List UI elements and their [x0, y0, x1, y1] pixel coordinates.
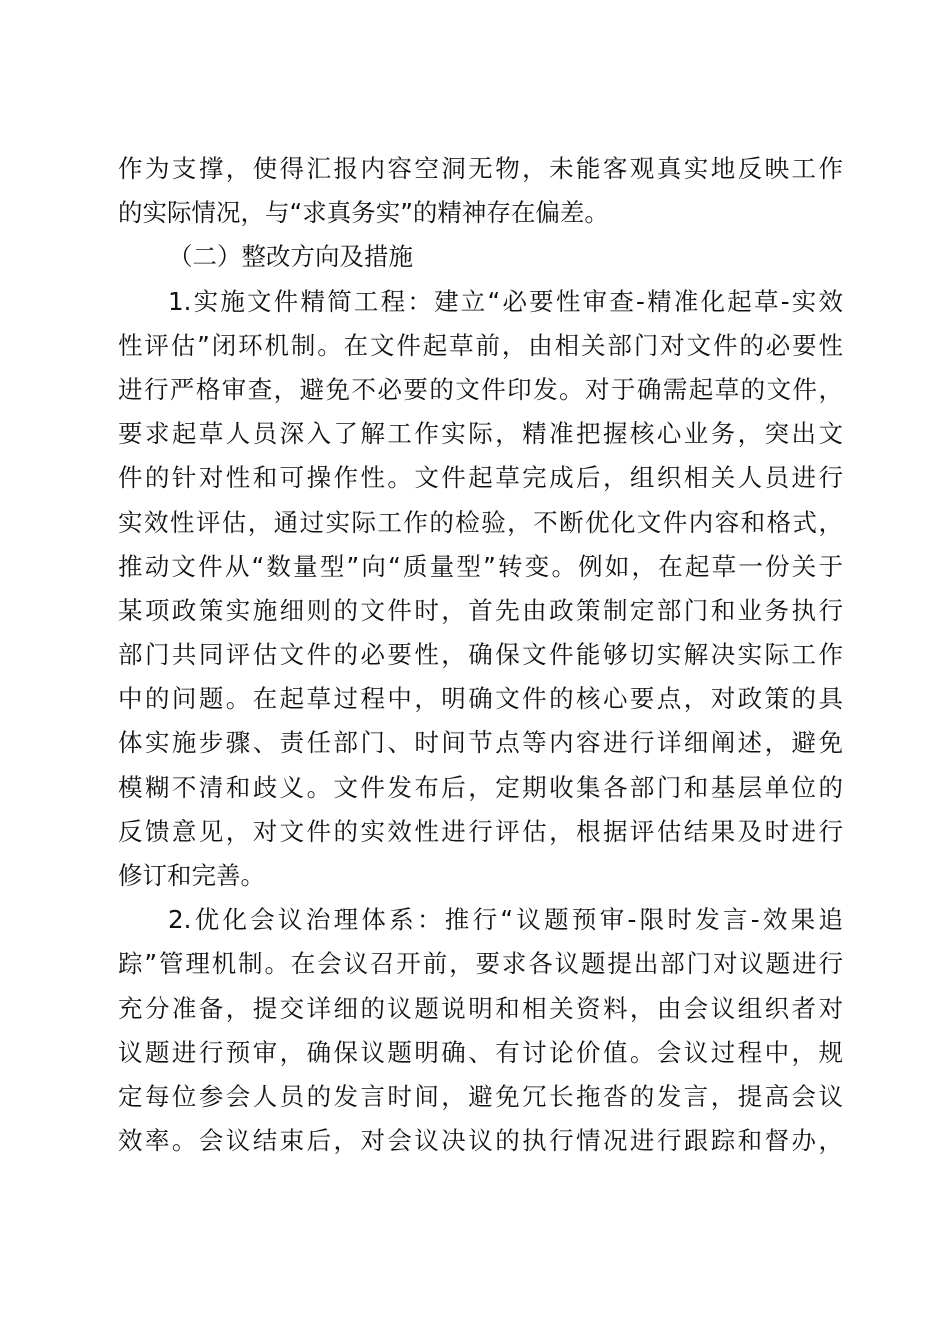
text-line: 要求起草人员深入了解工作实际，精准把握核心业务，突出文	[118, 419, 843, 449]
text-line: 某项政策实施细则的文件时，首先由政策制定部门和业务执行	[118, 595, 843, 625]
text-line: 实效性评估，通过实际工作的检验，不断优化文件内容和格式，	[118, 507, 843, 537]
text-line: 性评估”闭环机制。在文件起草前，由相关部门对文件的必要性	[118, 330, 843, 360]
document-page	[118, 147, 843, 1163]
text-line: 议题进行预审，确保议题明确、有讨论价值。会议过程中，规	[118, 1037, 843, 1067]
numbered-item-heading: 1.实施文件精简工程：建立“必要性审查-精准化起草-实效	[168, 286, 843, 316]
numbered-item-heading: 2.优化会议治理体系：推行“议题预审-限时发言-效果追	[168, 905, 843, 935]
text-line: 修订和完善。	[118, 861, 265, 890]
text-line: 反馈意见，对文件的实效性进行评估，根据评估结果及时进行	[118, 816, 843, 846]
text-line: 部门共同评估文件的必要性，确保文件能够切实解决实际工作	[118, 640, 843, 670]
section-heading: （二）整改方向及措施	[168, 242, 413, 272]
text-line: 模糊不清和歧义。文件发布后，定期收集各部门和基层单位的	[118, 772, 843, 802]
text-line: 推动文件从“数量型”向“质量型”转变。例如，在起草一份关于	[118, 551, 843, 581]
text-line: 的实际情况，与“求真务实”的精神存在偏差。	[118, 198, 609, 228]
text-line: 进行严格审查，避免不必要的文件印发。对于确需起草的文件，	[118, 374, 843, 404]
text-line: 充分准备，提交详细的议题说明和相关资料，由会议组织者对	[118, 993, 843, 1023]
text-line: 体实施步骤、责任部门、时间节点等内容进行详细阐述，避免	[118, 728, 843, 758]
text-line: 件的针对性和可操作性。文件起草完成后，组织相关人员进行	[118, 463, 843, 493]
text-line: 效率。会议结束后，对会议决议的执行情况进行跟踪和督办，	[118, 1126, 843, 1156]
text-line: 踪”管理机制。在会议召开前，要求各议题提出部门对议题进行	[118, 949, 843, 979]
text-line: 作为支撑，使得汇报内容空洞无物，未能客观真实地反映工作	[118, 154, 843, 183]
text-line: 中的问题。在起草过程中，明确文件的核心要点，对政策的具	[118, 684, 843, 714]
text-line: 定每位参会人员的发言时间，避免冗长拖沓的发言，提高会议	[118, 1081, 843, 1111]
